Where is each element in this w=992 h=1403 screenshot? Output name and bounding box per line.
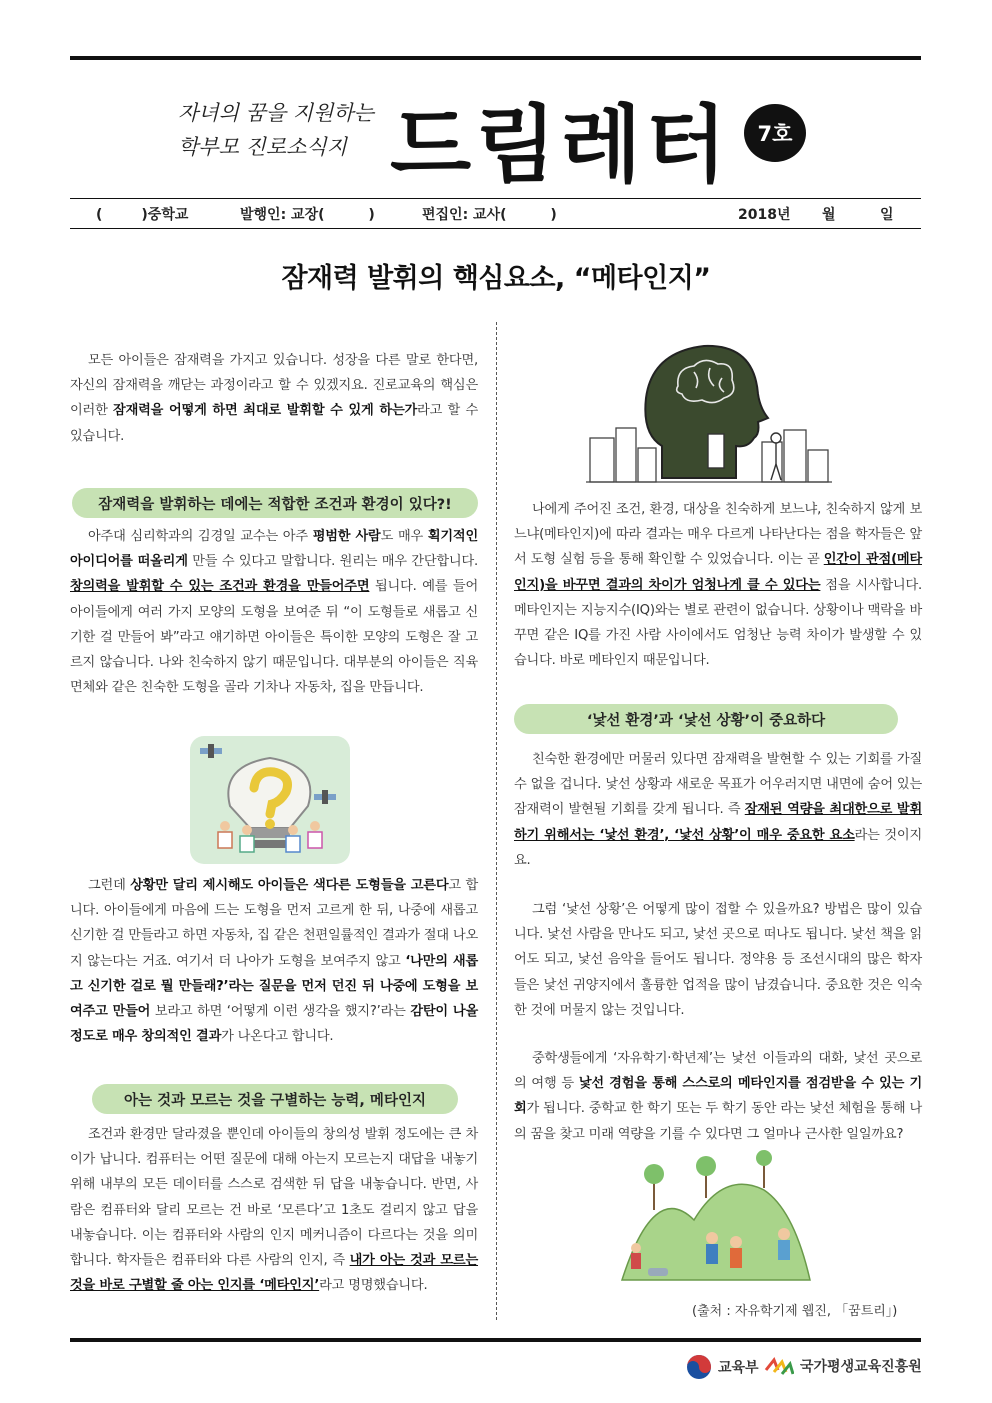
meta-editor: 편집인: 교사( ) — [422, 207, 557, 223]
right-para-1 — [514, 497, 922, 673]
ministry-name: 교육부 — [718, 1360, 759, 1376]
page-title: 잠재력 발휘의 핵심요소, “메타인지” — [281, 263, 711, 294]
nile-logo-icon — [764, 1356, 794, 1376]
meta-rule-bottom — [70, 228, 921, 229]
paragraph-perspective: 나에게 주어진 조건, 환경, 대상을 친숙하게 보느냐, 친숙하지 않게 보느냐(메타인지)에 따라 결과는 매우 다르게 나타난다는 점을 학자들은 앞서 도형 실험 등을 통해 확인할 수 있었습니다. 이는 곧 인간이 관점(메타인지)을 바꾸면 결과의 차이가 엄청나게 클 수 있다는 점을 시사합니다. 메타인지는 지능지수(IQ)와는 별로 관련이 없습니다. 상황이나 맥락을 바꾸면 같은 IQ를 가진 사람 사이에서도 엄청난 능력 차이가 발생할 수 있습니다. 바로 메타인지 때문입니다. — [514, 502, 922, 669]
left-intro — [70, 348, 478, 449]
meta-day: 일 — [880, 207, 894, 223]
section-title-conditions: 잠재력을 발휘하는 데에는 적합한 조건과 환경이 있다?! — [72, 488, 478, 518]
ministry-logo — [686, 1354, 759, 1380]
masthead-subtitle — [178, 96, 378, 164]
column-divider — [496, 322, 497, 1320]
paragraph-free-semester: 중학생들에게 ‘자유학기·학년제’는 낯선 이들과의 대화, 낯선 곳으로의 여행 등 낯선 경험을 통해 스스로의 메타인지를 점검받을 수 있는 기회가 됩니다. 중학교 한 학기 또는 두 학기 동안 라는 낯선 체험을 통해 나의 꿈을 찾고 미래 역량을 기를 수 있다면 그 얼마나 근사한 일일까요? — [514, 1051, 922, 1142]
left-para-1 — [70, 524, 478, 700]
intro-paragraph: 모든 아이들은 잠재력을 가지고 있습니다. 성장을 다른 말로 한다면, 자신의 잠재력을 깨닫는 과정이라고 할 수 있겠지요. 진로교육의 핵심은 이러한 잠재력을 어떻게 하면 최대로 발휘할 수 있게 하는가라고 할 수 있습니다. — [70, 353, 479, 444]
meta-rule-top — [70, 198, 921, 199]
door-icon — [708, 434, 724, 468]
paragraph-environment: 친숙한 환경에만 머물러 있다면 잠재력을 발현할 수 있는 기회를 가질 수 없을 겁니다. 낯선 상황과 새로운 목표가 어우러지면 내면에 숨어 있는 잠재력이 발현될 기회를 갖게 됩니다. 즉 잠재된 역량을 최대한으로 발휘하기 위해서는 ‘낯선 환경’, ‘낯선 상황’이 매우 중요한 요소라는 것이지요. — [514, 752, 922, 868]
taegeuk-icon — [686, 1354, 712, 1380]
head-chalkboard-illustration — [586, 338, 832, 486]
meta-year: 2018년 — [738, 207, 791, 223]
institute-name: 국가평생교육진흥원 — [800, 1359, 922, 1375]
car-icon — [648, 1268, 668, 1276]
right-para-2 — [514, 747, 922, 873]
section-title-metacognition: 아는 것과 모르는 것을 구별하는 능력, 메타인지 — [92, 1084, 458, 1114]
left-para-2 — [70, 873, 478, 1049]
section-title-unfamiliar: ‘낯선 환경’과 ‘낯선 상황’이 중요하다 — [514, 704, 898, 734]
paragraph-shapes: 그런데 상황만 달리 제시해도 아이들은 색다른 도형들을 고른다고 합니다. 아이들에게 마음에 드는 도형을 먼저 고르게 한 뒤, 나중에 새롭고 신기한 걸 만들라고 하면 자동차, 집 같은 천편일률적인 결과가 절대 나오지 않는다는 거죠. 여기서 더 나아가 도형을 보여주지 않고 ‘나만의 새롭고 신기한 걸로 뭘 만들래?’라는 질문을 먼저 던진 뒤 나중에 도형을 보여주고 만들어 보라고 하면 ‘어떻게 이런 생각을 했지?’라는 감탄이 나올 정도로 매우 창의적인 결과가 나온다고 합니다. — [70, 878, 478, 1045]
paragraph-how: 그럼 ‘낯선 상황’은 어떻게 많이 접할 수 있을까요? 방법은 많이 있습니다. 낯선 사람을 만나도 되고, 낯선 곳으로 떠나도 됩니다. 낯선 책을 읽어도 되고, 낯선 음악을 들어도 됩니다. 정약용 등 조선시대의 많은 학자들은 낯선 귀양지에서 훌륭한 업적을 많이 남겼습니다. 중요한 것은 익숙한 것에 머물지 않는 것입니다. — [514, 902, 922, 1018]
institute-logo — [764, 1356, 922, 1376]
question-bulb-illustration — [190, 736, 350, 864]
subtitle-line-1: 자녀의 꿈을 지원하는 — [178, 101, 374, 125]
meta-school: ( )중학교 — [96, 207, 189, 223]
hiking-illustration — [614, 1150, 814, 1286]
image-source-caption: (출처 : 자유학기제 웹진, 「꿈트리」) — [692, 1304, 898, 1319]
head-silhouette-icon — [645, 346, 768, 478]
masthead-logo: 드림레터 — [390, 95, 731, 194]
right-para-4 — [514, 1046, 922, 1147]
meta-month: 월 — [822, 207, 836, 223]
top-rule — [70, 56, 921, 60]
right-para-3 — [514, 897, 922, 1023]
paragraph-computer: 조건과 환경만 달라졌을 뿐인데 아이들의 창의성 발휘 정도에는 큰 차이가 납니다. 컴퓨터는 어떤 질문에 대해 아는지 모르는지 대답을 내놓기 위해 내부의 모든 데이터를 스스로 검색한 뒤 답을 내놓습니다. 반면, 사람은 컴퓨터와 달리 모르는 건 바로 ‘모른다’고 1초도 걸리지 않고 답을 내놓습니다. 이는 컴퓨터와 사람의 인지 메커니즘이 다르다는 것을 의미합니다. 학자들은 컴퓨터와 다른 사람의 인지, 즉 내가 아는 것과 모르는 것을 바로 구별할 줄 아는 인지를 ‘메타인지’라고 명명했습니다. — [70, 1127, 479, 1294]
bottom-rule — [70, 1338, 921, 1342]
subtitle-line-2: 학부모 진로소식지 — [178, 135, 347, 159]
meta-publisher: 발행인: 교장( ) — [240, 207, 375, 223]
left-para-3 — [70, 1122, 478, 1298]
issue-badge: 7호 — [744, 104, 806, 162]
paragraph-conditions: 아주대 심리학과의 김경일 교수는 아주 평범한 사람도 매우 획기적인 아이디어를 떠올리게 만들 수 있다고 말합니다. 원리는 매우 간단합니다. 창의력을 발휘할 수 있는 조건과 환경을 만들어주면 됩니다. 예를 들어 아이들에게 여러 가지 모양의 도형을 보여준 뒤 “이 도형들로 새롭고 신기한 걸 만들어 봐”라고 얘기하면 아이들은 특이한 모양의 도형은 잘 고르지 않습니다. 나와 친숙하지 않기 때문입니다. 대부분의 아이들은 직육면체와 같은 친숙한 도형을 골라 기차나 자동차, 집을 만듭니다. — [70, 529, 478, 696]
